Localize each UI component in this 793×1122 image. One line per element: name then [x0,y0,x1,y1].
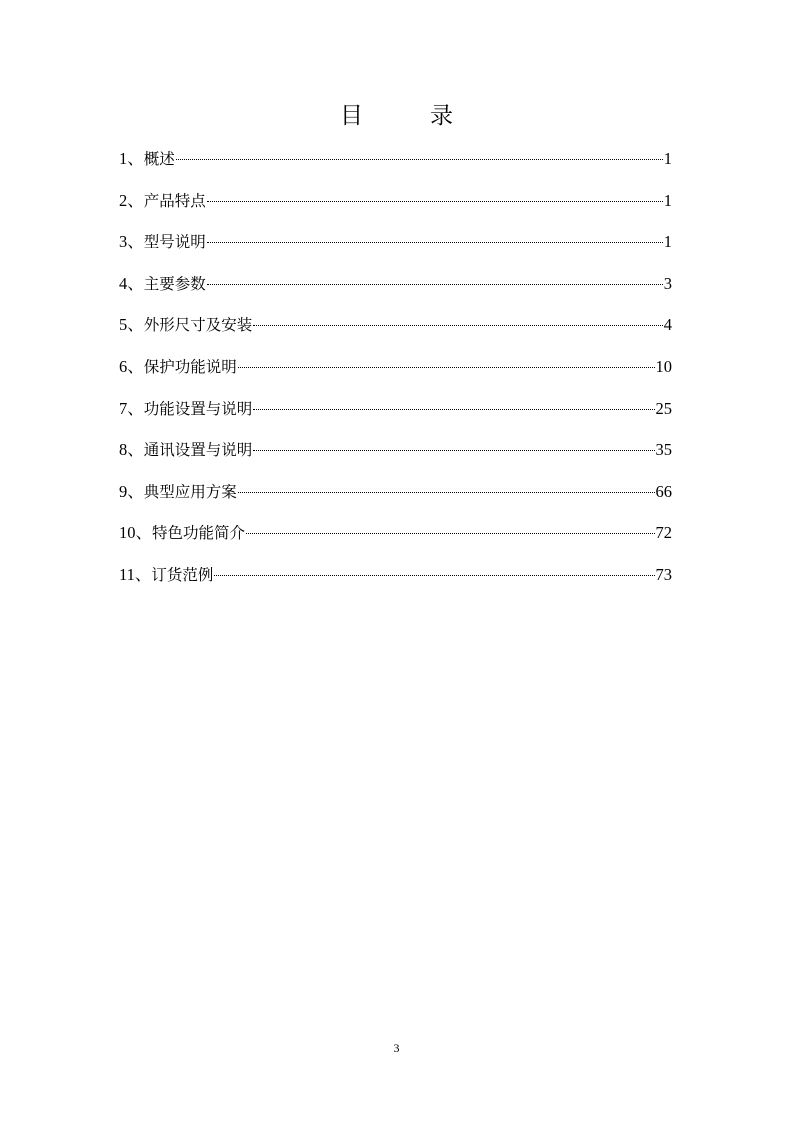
toc-dot-leader [246,533,654,534]
toc-entry-number: 11、 [119,564,152,584]
toc-entry-page: 1 [663,149,672,168]
toc-entry-number: 2、 [119,190,144,210]
toc-entry[interactable] [119,313,672,355]
toc-entry-label [119,355,237,379]
toc-entry-number: 8、 [119,440,144,460]
toc-entry-text: 订货范例 [151,565,214,584]
toc-entry-page: 66 [655,481,672,501]
toc-entry-text: 外形尺寸及安装 [143,316,253,335]
toc-entry-label [119,230,206,254]
toc-entry[interactable] [119,147,672,189]
toc-entry-label [119,521,245,545]
toc-entry-text: 通讯设置与说明 [143,441,253,460]
table-of-contents [119,147,672,605]
toc-entry-number: 9、 [119,481,144,501]
toc-entry-page: 4 [663,315,672,335]
toc-dot-leader [253,450,654,451]
toc-entry-text: 产品特点 [143,191,206,210]
toc-entry-label [119,480,237,504]
toc-entry-page: 1 [663,190,672,210]
toc-entry[interactable] [119,563,672,605]
toc-entry[interactable] [119,189,672,231]
toc-entry-text: 概述 [143,150,175,168]
toc-entry-page: 10 [655,356,672,376]
toc-entry-page: 1 [663,232,672,252]
toc-entry-label [119,438,252,462]
toc-entry-page: 72 [655,523,672,543]
toc-dot-leader [253,325,662,326]
toc-entry-number: 5、 [119,315,144,335]
toc-entry-label [119,397,252,421]
toc-entry[interactable] [119,272,672,314]
toc-entry-number: 1、 [119,149,144,168]
toc-dot-leader [238,367,655,368]
toc-dot-leader [207,242,663,243]
toc-entry-page: 35 [655,440,672,460]
toc-dot-leader [176,159,663,160]
toc-entry-text: 主要参数 [143,274,206,293]
toc-entry[interactable] [119,230,672,272]
toc-entry-page: 73 [655,564,672,584]
toc-entry[interactable] [119,521,672,563]
toc-dot-leader [238,492,655,493]
toc-entry-page: 25 [655,398,672,418]
toc-entry-page: 3 [663,273,672,293]
toc-entry[interactable] [119,480,672,522]
toc-dot-leader [207,201,663,202]
toc-entry-label [119,313,252,337]
toc-title: 目 录 [340,103,475,129]
toc-entry-number: 10、 [119,523,152,543]
toc-entry[interactable] [119,438,672,480]
toc-entry-number: 6、 [119,356,144,376]
toc-entry-label [119,147,175,171]
toc-entry[interactable] [119,397,672,439]
toc-entry-text: 型号说明 [143,233,206,252]
toc-entry-number: 4、 [119,273,144,293]
toc-dot-leader [207,284,663,285]
toc-entry-text: 保护功能说明 [143,357,237,376]
toc-entry-number: 3、 [119,232,144,252]
toc-entry-text: 典型应用方案 [143,482,237,501]
toc-dot-leader [253,409,654,410]
toc-entry-text: 特色功能简介 [152,524,246,543]
toc-entry-label [119,563,213,587]
toc-entry[interactable] [119,355,672,397]
toc-entry-number: 7、 [119,398,144,418]
toc-entry-label [119,189,206,213]
toc-dot-leader [214,575,654,576]
page-number: 3 [393,1041,400,1055]
toc-entry-label [119,272,206,296]
toc-entry-text: 功能设置与说明 [143,399,253,418]
